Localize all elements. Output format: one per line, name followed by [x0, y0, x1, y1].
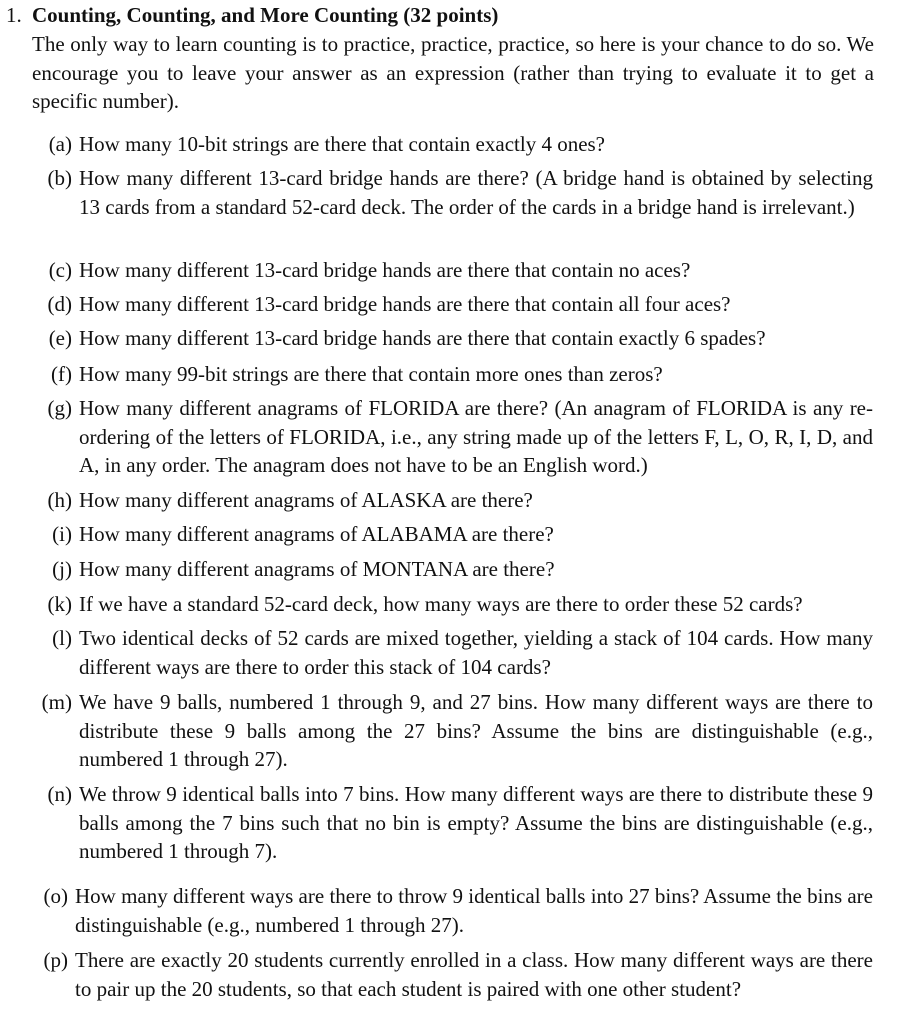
question-text: How many different ways are there to throw 9 identical balls into 27 bins? Assume the bins are distinguishable (e.g., numbered 1 through 27). [75, 884, 873, 937]
question-label: (e) [48, 326, 72, 350]
problem-title: Counting, Counting, and More Counting (32 points) [32, 3, 499, 27]
question-text: How many different anagrams of MONTANA are there? [79, 557, 555, 581]
question-text: There are exactly 20 students currently enrolled in a class. How many different ways are there to pair up the 20 students, so that each student is paired with one other student? [75, 948, 873, 1001]
question-text: How many different 13-card bridge hands are there that contain no aces? [79, 258, 691, 282]
question-text: How many different 13-card bridge hands are there that contain exactly 6 spades? [79, 326, 766, 350]
problem-number: 1. [6, 3, 22, 27]
question-text: How many different anagrams of ALASKA are there? [79, 488, 533, 512]
question-text: We have 9 balls, numbered 1 through 9, and 27 bins. How many different ways are there to distribute these 9 balls among the 27 bins? Assume the bins are distinguishable (e.g., numbered 1 through 27). [79, 690, 873, 771]
question-text: Two identical decks of 52 cards are mixed together, yielding a stack of 104 cards. How many different ways are there to order this stack of 104 cards? [79, 626, 873, 679]
question-label: (h) [47, 488, 72, 512]
question-label: (g) [47, 396, 72, 420]
question-label: (b) [47, 166, 72, 190]
question-label: (k) [47, 592, 72, 616]
question-label: (l) [52, 626, 72, 650]
problem-intro: The only way to learn counting is to practice, practice, practice, so here is your chance to do so. We encourage you to leave your answer as an expression (rather than trying to evaluate it to get a specific number). [32, 32, 874, 113]
question-label: (m) [41, 690, 72, 714]
question-label: (c) [48, 258, 72, 282]
question-label: (f) [51, 362, 72, 386]
question-text: How many different anagrams of ALABAMA are there? [79, 522, 554, 546]
question-label: (p) [43, 948, 68, 972]
question-text: How many different anagrams of FLORIDA are there? (An anagram of FLORIDA is any re-ordering of the letters of FLORIDA, i.e., any string made up of the letters F, L, O, R, I, D, and A, in any order. The anagram does not have to be an English word.) [79, 396, 873, 477]
problem-heading [6, 2, 498, 28]
question-label: (j) [52, 557, 72, 581]
question-text: How many 10-bit strings are there that contain exactly 4 ones? [79, 132, 606, 156]
question-label: (i) [52, 522, 72, 546]
question-label: (d) [47, 292, 72, 316]
question-text: We throw 9 identical balls into 7 bins. How many different ways are there to distribute these 9 balls among the 7 bins such that no bin is empty? Assume the bins are distinguishable (e.g., numbered 1 through 7). [79, 782, 873, 863]
question-label: (o) [43, 884, 68, 908]
question-label: (a) [48, 132, 72, 156]
question-text: How many 99-bit strings are there that contain more ones than zeros? [79, 362, 663, 386]
question-text: How many different 13-card bridge hands are there? (A bridge hand is obtained by selecting 13 cards from a standard 52-card deck. The order of the cards in a bridge hand is irrelevant.) [79, 166, 873, 219]
question-text: How many different 13-card bridge hands are there that contain all four aces? [79, 292, 731, 316]
question-label: (n) [47, 782, 72, 806]
question-text: If we have a standard 52-card deck, how many ways are there to order these 52 cards? [79, 592, 803, 616]
